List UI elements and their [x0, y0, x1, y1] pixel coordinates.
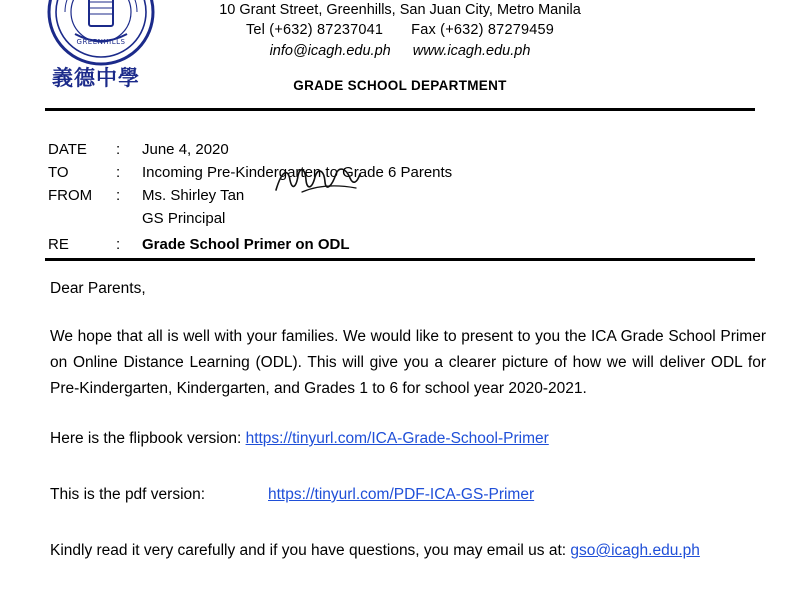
contact-line — [0, 40, 800, 62]
memo-row-from — [48, 184, 754, 207]
department-title: GRADE SCHOOL DEPARTMENT — [293, 78, 507, 93]
memo-row-to — [48, 161, 754, 184]
address-line: 10 Grant Street, Greenhills, San Juan City, Metro Manila — [219, 2, 581, 18]
closing-lead: Kindly read it very carefully and if you have questions, you may email us at: — [50, 542, 567, 559]
memo-header — [48, 138, 754, 256]
memo-row-date — [48, 138, 754, 161]
email-link[interactable]: gso@icagh.edu.ph — [570, 542, 700, 559]
to-label: TO — [48, 164, 69, 181]
from-name: Ms. Shirley Tan — [142, 187, 245, 204]
memo-divider — [45, 258, 755, 261]
from-title-value: GS Principal — [142, 210, 226, 227]
pdf-lead: This is the pdf version: — [50, 486, 206, 503]
date-label: DATE — [48, 141, 87, 158]
tel-number: Tel (+632) 87237041 — [245, 22, 384, 38]
to-colon: : — [116, 164, 121, 181]
header-divider — [45, 108, 755, 111]
from-colon: : — [116, 187, 121, 204]
memo-row-re — [48, 233, 754, 256]
letter-body — [50, 276, 766, 564]
pdf-line — [50, 482, 766, 508]
to-value: Incoming Pre-Kindergarten to Grade 6 Parents — [142, 164, 453, 181]
flipbook-link[interactable]: https://tinyurl.com/ICA-Grade-School-Primer — [245, 430, 549, 447]
fax-number: Fax (+632) 87279459 — [411, 22, 555, 38]
phone-line — [0, 20, 800, 40]
from-value — [142, 184, 754, 207]
address-block — [0, 0, 800, 62]
svg-text:GREENHILLS: GREENHILLS — [76, 38, 126, 46]
flipbook-line — [50, 426, 766, 452]
re-label: RE — [48, 236, 69, 253]
letterhead — [0, 0, 800, 118]
date-colon: : — [116, 141, 121, 158]
flipbook-lead: Here is the flipbook version: — [50, 430, 242, 447]
body-paragraph-1: We hope that all is well with your families. We would like to present to you the ICA Grade School Primer on Online Distance Learning (ODL). This will give you a clearer picture of how we will deliver ODL for Pre-Kindergarten, Kindergarten, and Grades 1 to 6 for school year 2020-2021. — [50, 328, 766, 397]
closing-line — [50, 538, 766, 564]
salutation: Dear Parents, — [50, 280, 146, 297]
memo-row-from-title — [48, 207, 754, 230]
pdf-link[interactable]: https://tinyurl.com/PDF-ICA-GS-Primer — [268, 486, 535, 503]
website-address: www.icagh.edu.ph — [412, 43, 531, 59]
chinese-school-name: 義德中學 — [52, 66, 140, 90]
date-value: June 4, 2020 — [142, 141, 229, 158]
re-colon: : — [116, 236, 121, 253]
email-address: info@icagh.edu.ph — [269, 43, 391, 59]
re-value: Grade School Primer on ODL — [142, 236, 350, 253]
from-label: FROM — [48, 187, 93, 204]
